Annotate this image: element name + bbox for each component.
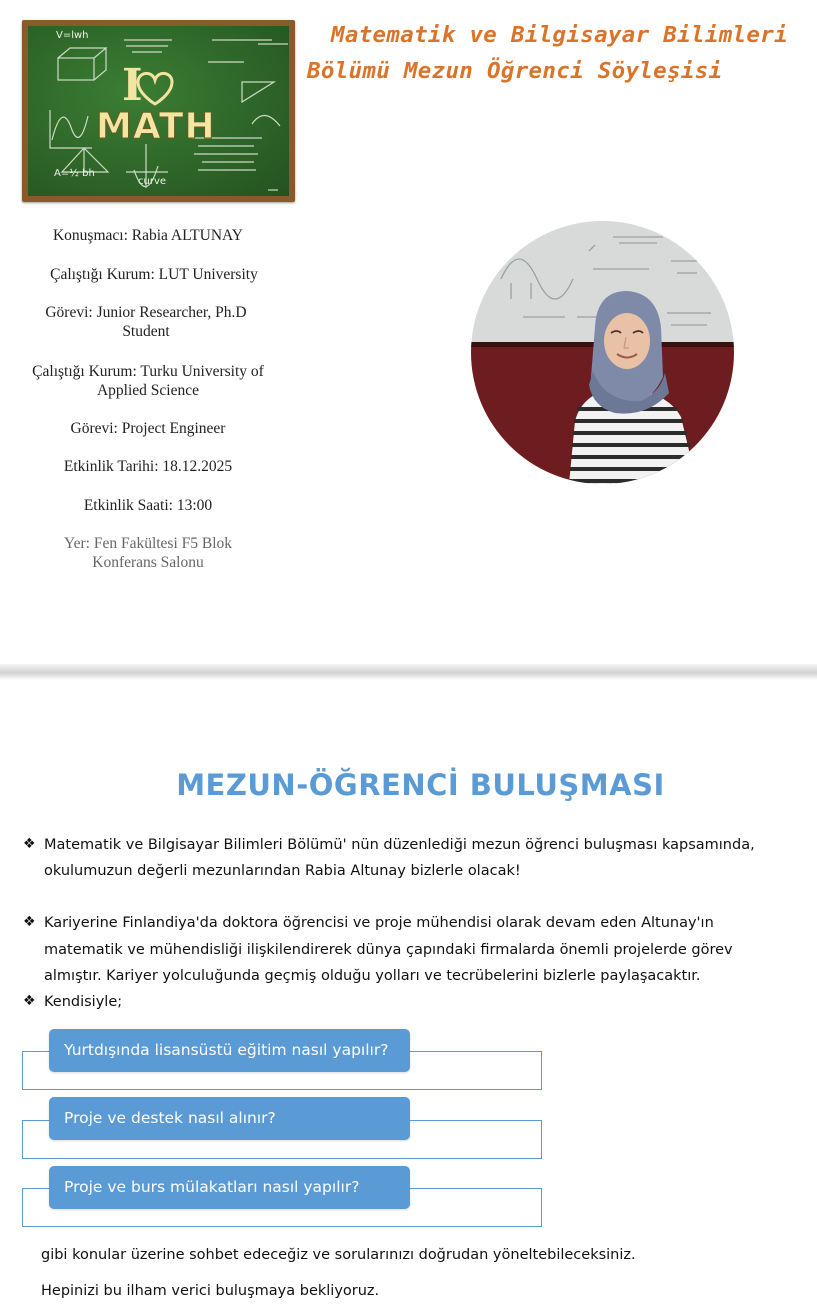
speaker-text: Konuşmacı: Rabia ALTUNAY [52,227,243,244]
event-heading: MEZUN-ÖĞRENCİ BULUŞMASI [176,768,665,802]
page-break-divider [0,664,817,680]
page-title-line-1: Matematik ve Bilgisayar Bilimleri [331,22,788,48]
chalkboard-area-formula: A=½ bh [54,168,95,179]
speaker-portrait [471,221,734,484]
topic-item-3: Proje ve burs mülakatları nasıl yapılır? [49,1166,410,1209]
role-2-text: Görevi: Project Engineer [70,420,226,437]
venue-text: Yer: Fen Fakültesi F5 Blok Konferans Salonu [63,535,233,571]
chalkboard-math-text: MATH [96,106,216,147]
speaker-portrait-drawing [471,221,734,484]
career-paragraph-line-3: almıştır. Kariyer yolculuğunda geçmiş olduğu yolları ve tecrübelerini bizlerle paylaşacaktır. [44,968,701,984]
institution-2-text: Çalıştığı Kurum: Turku University of Applied Science [32,363,264,399]
page-title-line-2: Bölümü Mezun Öğrenci Söyleşisi [307,58,723,84]
career-paragraph-line-2: matematik ve mühendisliği ilişkilendirerek dünya çapındaki firmalarda önemli projelerde görev [44,942,733,958]
bullet-icon-3: ❖ [23,993,36,1009]
i-love-math-chalkboard-image [22,20,295,202]
topic-item-1: Yurtdışında lisansüstü eğitim nasıl yapılır? [49,1029,410,1072]
chalkboard-curve-label: curve [138,176,167,187]
closing-line-2: Hepinizi bu ilham verici buluşmaya bekliyoruz. [41,1283,380,1299]
bullet-icon-2: ❖ [23,914,36,930]
event-date-text: Etkinlik Tarihi: 18.12.2025 [63,458,233,475]
bullet-icon-1: ❖ [23,836,36,852]
chalkboard-volume-formula: V=lwh [56,30,89,41]
with-her-text: Kendisiyle; [44,994,123,1010]
chalkboard-i-text: I [122,60,143,111]
intro-paragraph-line-1: Matematik ve Bilgisayar Bilimleri Bölümü' nün düzenlediği mezun öğrenci buluşması kapsamında, [44,837,755,853]
intro-paragraph-line-2: okulumuzun değerli mezunlarından Rabia Altunay bizlerle olacak! [44,863,521,879]
career-paragraph-line-1: Kariyerine Finlandiya'da doktora öğrencisi ve proje mühendisi olarak devam eden Altunay'ın [44,915,714,931]
topic-item-2: Proje ve destek nasıl alınır? [49,1097,410,1140]
event-time-text: Etkinlik Saati: 13:00 [83,497,213,514]
closing-line-1: gibi konular üzerine sohbet edeceğiz ve sorularınızı doğrudan yöneltebileceksiniz. [41,1247,636,1263]
role-1-text: Görevi: Junior Researcher, Ph.D Student [45,304,247,340]
institution-1-text: Çalıştığı Kurum: LUT University [50,266,258,283]
